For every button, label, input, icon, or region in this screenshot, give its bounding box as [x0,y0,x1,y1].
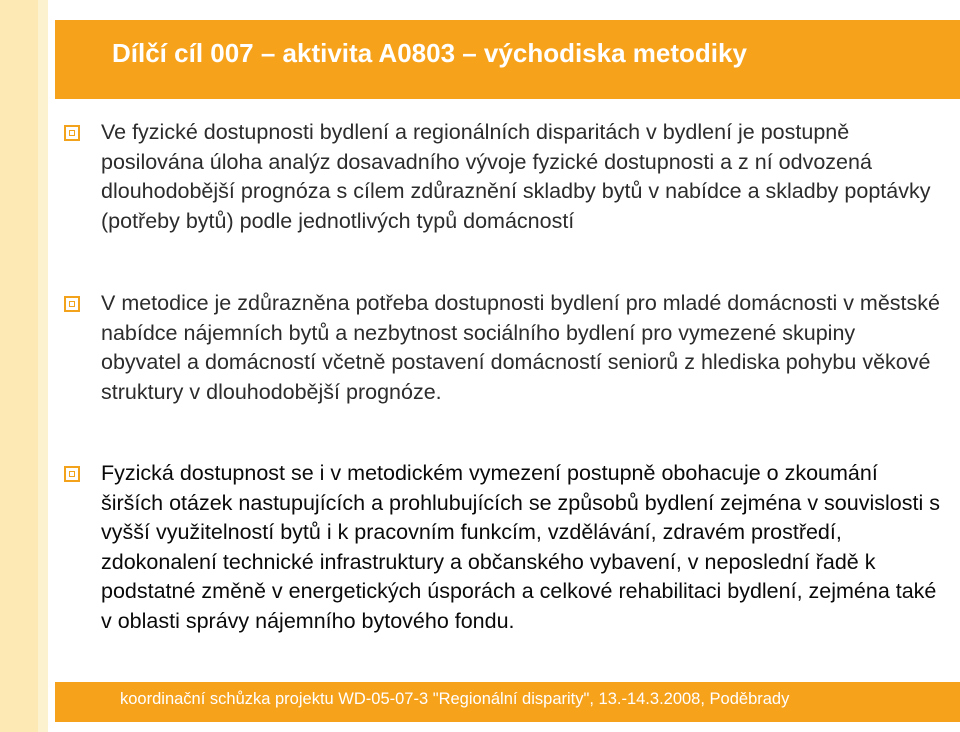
square-bullet-icon [64,466,80,482]
footer-text: koordinační schůzka projektu WD-05-07-3 "Regionální disparity", 13.-14.3.2008, Poděbrady [120,690,790,708]
square-bullet-icon [64,296,80,312]
slide-title: Dílčí cíl 007 – aktivita A0803 – východiska metodiky [112,38,747,68]
bullet-text-2: V metodice je zdůrazněna potřeba dostupnosti bydlení pro mladé domácnosti v městské nabídce nájemních bytů a nezbytnost sociálního bydlení pro vymezené skupiny obyvatel a domácností včetně postavení domácností seniorů z hlediska pohybu věkové struktury v dlouhodobější prognóze. [101,291,940,404]
bullet-text-1: Ve fyzické dostupnosti bydlení a regionálních disparitách v bydlení je postupně posilována úloha analýz dosavadního vývoje fyzické dostupnosti a z ní odvozená dlouhodobější prognóza s cílem zdůraznění skladby bytů v nabídce a skladby poptávky (potřeby bytů) podle jednotlivých typů domácností [101,120,931,233]
bullet-text-3: Fyzická dostupnost se i v metodickém vymezení postupně obohacuje o zkoumání širších otázek nastupujících a prohlubujících se způsobů bydlení zejména v souvislosti s vyšší využitelností bytů i k pracovním funkcím, vzdělávání, zdravém prostředí, zdokonalení technické infrastruktury a občanského vybavení, v neposlední řadě k podstatné změně v energetických úsporách a celkové rehabilitaci bydlení, zejména také v oblasti správy nájemního bytového fondu. [101,461,940,633]
square-bullet-icon [64,125,80,141]
